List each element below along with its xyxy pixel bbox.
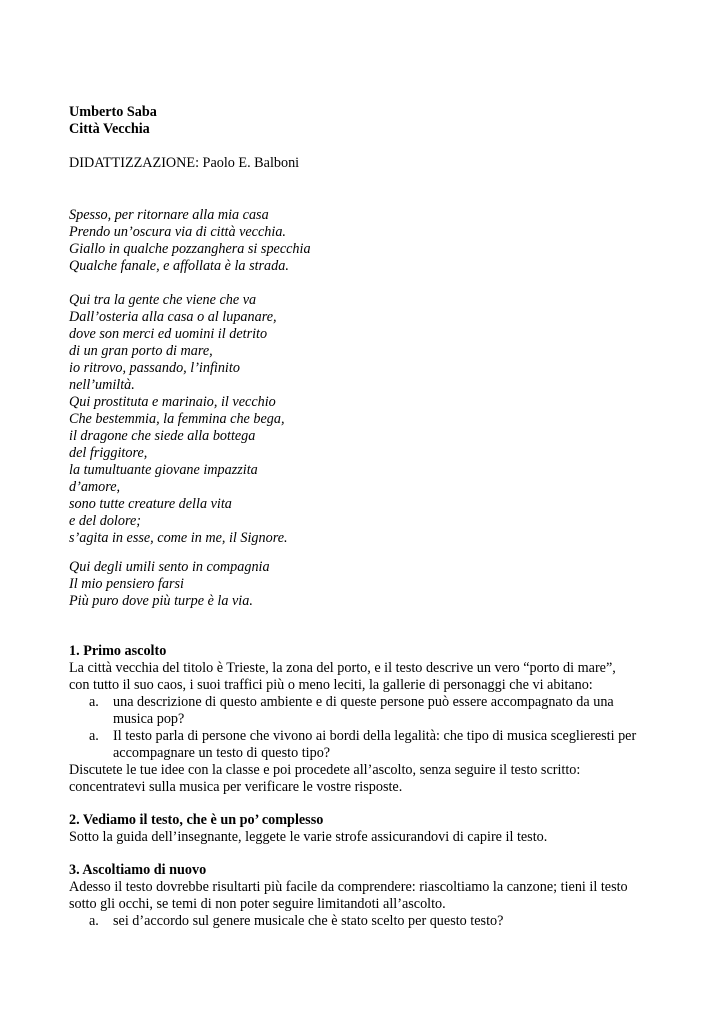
- poem-stanza-3: [69, 559, 270, 610]
- didactization-credit: DIDATTIZZAZIONE: Paolo E. Balboni: [69, 155, 300, 171]
- poem-line: d’amore,: [69, 479, 121, 495]
- paragraph-line: Sotto la guida dell’insegnante, leggete le varie strofe assicurandovi di capire il testo.: [69, 829, 548, 845]
- section-heading: 2. Vediamo il testo, che è un po’ complesso: [69, 812, 324, 828]
- list-item: a. una descrizione di questo ambiente e di queste persone può essere accompagnato da una musica pop?: [89, 694, 614, 727]
- poem-line: e del dolore;: [69, 513, 141, 529]
- poem-line: Qui tra la gente che viene che va: [69, 292, 257, 308]
- paragraph-line: concentratevi sulla musica per verificare le vostre risposte.: [69, 779, 403, 795]
- poem-line: Il mio pensiero farsi: [69, 576, 184, 592]
- poem-line: Dall’osteria alla casa o al lupanare,: [69, 309, 277, 325]
- section-heading: 3. Ascoltiamo di nuovo: [69, 862, 207, 878]
- section-3: [69, 862, 628, 930]
- poem-line: Qualche fanale, e affollata è la strada.: [69, 258, 289, 274]
- header: [69, 104, 157, 138]
- author: Umberto Saba: [69, 104, 157, 120]
- paragraph-line: sotto gli occhi, se temi di non poter seguire limitandoti all’ascolto.: [69, 896, 446, 912]
- paragraph-line: Discutete le tue idee con la classe e poi procedete all’ascolto, senza seguire il testo scritto:: [69, 762, 581, 778]
- poem-line: del friggitore,: [69, 445, 148, 461]
- poem-line: io ritrovo, passando, l’infinito: [69, 360, 240, 376]
- poem-stanza-1: [69, 207, 311, 275]
- paragraph-line: con tutto il suo caos, i suoi traffici più o meno leciti, la gallerie di personaggi che vi abitano:: [69, 677, 593, 693]
- poem-line: Più puro dove più turpe è la via.: [69, 593, 253, 609]
- poem-line: di un gran porto di mare,: [69, 343, 213, 359]
- poem-line: il dragone che siede alla bottega: [69, 428, 256, 444]
- poem-line: Qui prostituta e marinaio, il vecchio: [69, 394, 276, 410]
- section-heading: 1. Primo ascolto: [69, 643, 167, 659]
- poem-stanza-2: [69, 292, 288, 547]
- poem-line: la tumultuante giovane impazzita: [69, 462, 258, 478]
- paragraph-line: La città vecchia del titolo è Trieste, la zona del porto, e il testo descrive un vero “porto di mare”,: [69, 660, 616, 676]
- poem-line: Prendo un’oscura via di città vecchia.: [69, 224, 286, 240]
- section-1: [69, 643, 669, 796]
- section-2: [69, 812, 547, 846]
- paragraph-line: Adesso il testo dovrebbe risultarti più facile da comprendere: riascoltiamo la canzone; tieni il testo: [69, 879, 628, 895]
- poem-line: sono tutte creature della vita: [69, 496, 232, 512]
- poem-line: dove son merci ed uomini il detrito: [69, 326, 268, 342]
- poem-line: s’agita in esse, come in me, il Signore.: [69, 530, 288, 546]
- poem-line: Qui degli umili sento in compagnia: [69, 559, 270, 575]
- poem-line: Che bestemmia, la femmina che bega,: [69, 411, 285, 427]
- list-item: a. sei d’accordo sul genere musicale che è stato scelto per questo testo?: [89, 913, 504, 929]
- list-item: a. Il testo parla di persone che vivono ai bordi della legalità: che tipo di musica sceglieresti per accompagnare un testo di questo tipo?: [89, 728, 637, 761]
- poem-line: Giallo in qualche pozzanghera si specchia: [69, 241, 311, 257]
- poem-title: Città Vecchia: [69, 121, 150, 137]
- poem-line: Spesso, per ritornare alla mia casa: [69, 207, 269, 223]
- poem-line: nell’umiltà.: [69, 377, 135, 393]
